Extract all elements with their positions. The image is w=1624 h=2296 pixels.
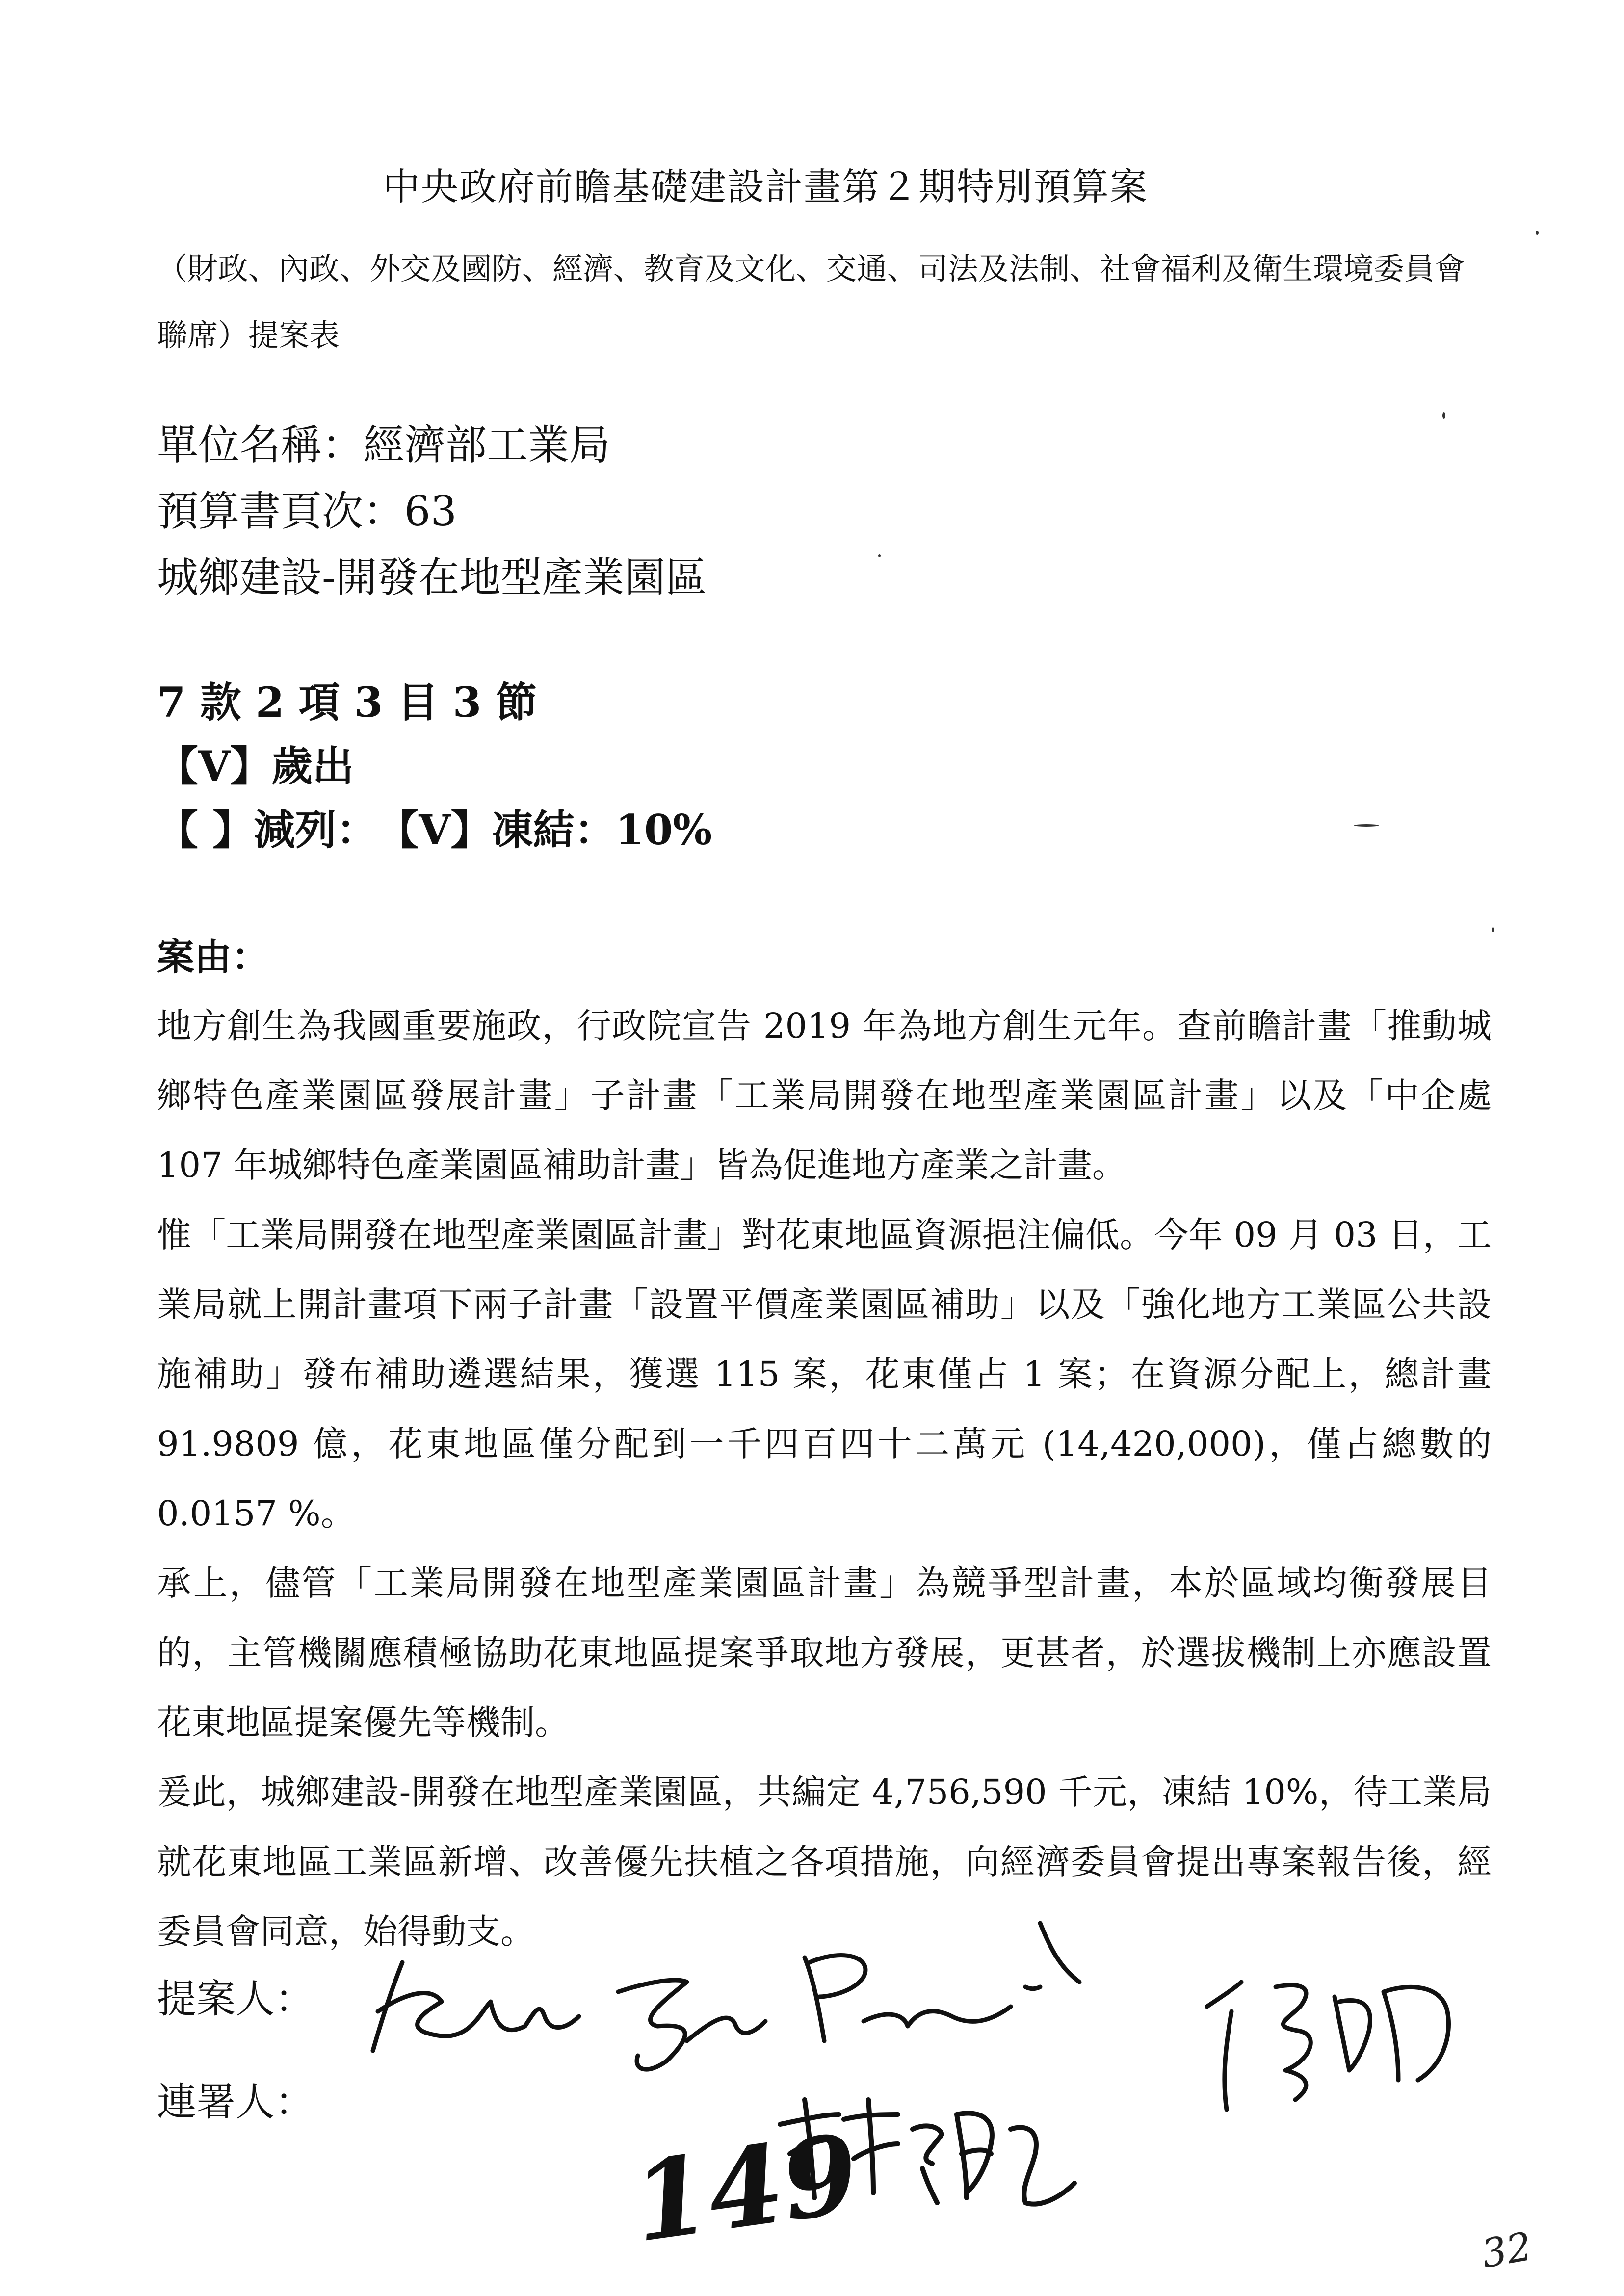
cosigner-label: 連署人： [157, 2079, 314, 2125]
reason-paragraph-3: 承上，儘管「工業局開發在地型產業園區計畫」為競爭型計畫，本於區域均衡發展目的，主管機關應積極協助花東地區提案爭取地方發展，更甚者，於選拔機制上亦應設置花東地區提案優先等機制。 [157, 1563, 1492, 1743]
scan-speck [1492, 927, 1494, 932]
document-title: 中央政府前瞻基礎建設計畫第２期特別預算案 [383, 165, 1148, 209]
program-name: 城鄉建設-開發在地型產業園區 [157, 553, 707, 601]
document-subtitle: （財政、內政、外交及國防、經濟、教育及文化、交通、司法及法制、社會福利及衛生環境委員會聯席）提案表 [157, 251, 1466, 353]
scan-speck [1536, 231, 1539, 235]
budget-category: 【V】歲出 [157, 742, 354, 790]
proposer-signature [343, 1904, 1153, 2090]
scan-speck [1442, 412, 1445, 419]
handwritten-number: 149 [625, 2109, 866, 2267]
page-mark: 32 [1478, 2223, 1536, 2277]
reason-paragraph-4: 爰此，城鄉建設-開發在地型產業園區，共編定 4,756,590 千元，凍結 10%，待工業局就花東地區工業區新增、改善優先扶植之各項措施，向經濟委員會提出專案報告後，經委員會同意，始得動支。 [157, 1772, 1492, 1952]
proposer-label: 提案人： [157, 1976, 314, 2022]
scan-speck [1354, 824, 1379, 827]
scan-speck [878, 554, 881, 557]
cosigner-signature-right [1187, 1953, 1492, 2119]
budget-action: 【 】減列： 【V】凍結：10% [157, 806, 712, 854]
reason-heading: 案由： [157, 935, 269, 979]
reason-paragraph-2: 惟「工業局開發在地型產業園區計畫」對花東地區資源挹注偏低。今年 09 月 03 日，工業局就上開計畫項下兩子計畫「設置平價產業園區補助」以及「強化地方工業區公共設施補助」發布補助遴選結果，獲選 115 案，花東僅占 1 案；在資源分配上，總計畫 91.9809 億，花東地區僅分配到一千四百四十二萬元 (14,420,000)，僅占總數的 0.0157 %。 [157, 1215, 1492, 1534]
unit-name: 單位名稱：經濟部工業局 [157, 421, 611, 469]
budget-page: 預算書頁次：63 [157, 487, 457, 535]
reason-paragraph-1: 地方創生為我國重要施政，行政院宣告 2019 年為地方創生元年。查前瞻計畫「推動城鄉特色產業園區發展計畫」子計畫「工業局開發在地型產業園區計畫」以及「中企處 107 年城鄉特色產業園區補助計畫」皆為促進地方產業之計畫。 [157, 1006, 1492, 1185]
budget-section: 7 款 2 項 3 目 3 節 [157, 678, 537, 727]
